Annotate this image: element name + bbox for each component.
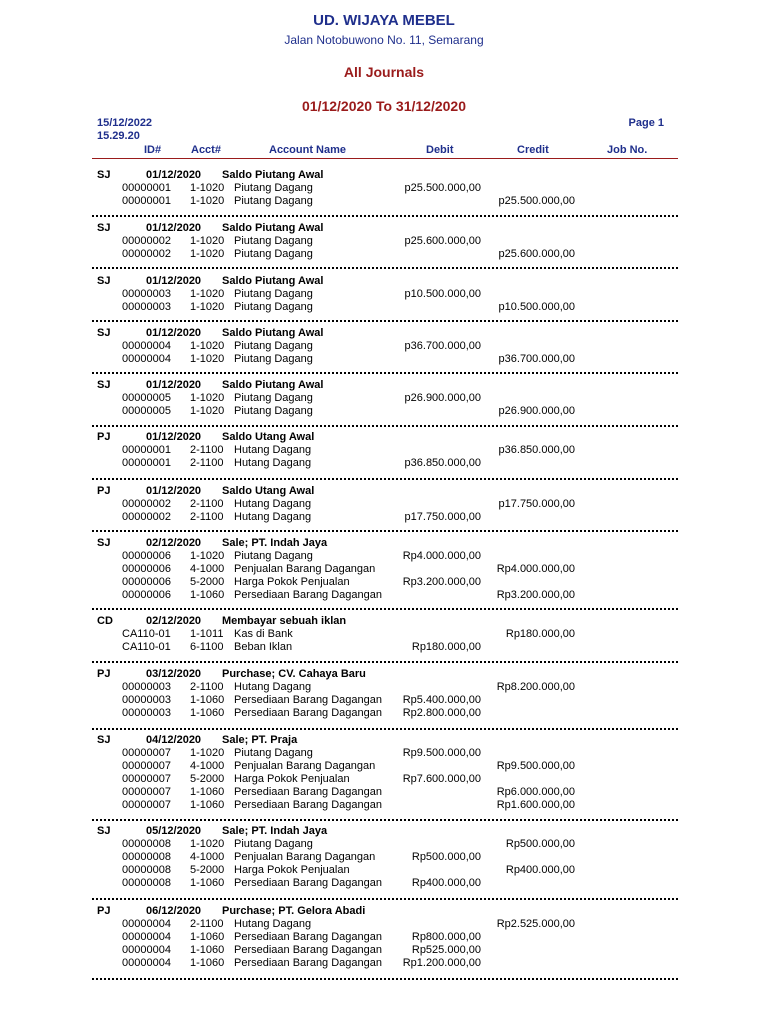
print-date: 15/12/2022 xyxy=(97,117,153,129)
line-debit: Rp5.400.000,00 xyxy=(402,694,481,706)
line-id: 00000003 xyxy=(122,707,171,719)
line-id: 00000007 xyxy=(122,799,171,811)
col-account-name: Account Name xyxy=(269,144,347,156)
line-credit: p26.900.000,00 xyxy=(498,405,575,417)
line-account-number: 2-1100 xyxy=(190,498,224,510)
journal-entry-header xyxy=(0,485,768,498)
journal-type: SJ xyxy=(97,169,111,181)
line-account-number: 4-1000 xyxy=(190,760,225,772)
line-account-name: Piutang Dagang xyxy=(234,301,313,313)
line-credit: Rp2.525.000,00 xyxy=(496,918,575,930)
line-id: 00000005 xyxy=(122,392,171,404)
journal-entry xyxy=(0,431,768,470)
journal-description: Saldo Piutang Awal xyxy=(222,169,324,181)
journal-description: Saldo Piutang Awal xyxy=(222,222,324,234)
line-id: 00000003 xyxy=(122,694,171,706)
line-id: 00000003 xyxy=(122,288,171,300)
line-account-number: 1-1020 xyxy=(190,182,225,194)
line-id: 00000008 xyxy=(122,877,171,889)
journal-entry xyxy=(0,668,768,720)
line-account-name: Kas di Bank xyxy=(234,628,293,640)
line-account-number: 1-1060 xyxy=(190,694,225,706)
journal-date: 02/12/2020 xyxy=(146,615,202,627)
entry-separator xyxy=(92,267,678,269)
journal-date: 01/12/2020 xyxy=(146,379,202,391)
col-job-no: Job No. xyxy=(607,144,648,156)
line-debit: Rp9.500.000,00 xyxy=(402,747,481,759)
journal-entry-header xyxy=(0,905,768,918)
line-id: 00000008 xyxy=(122,838,171,850)
entry-separator xyxy=(92,320,678,322)
journal-description: Saldo Piutang Awal xyxy=(222,275,324,287)
line-account-name: Piutang Dagang xyxy=(234,353,313,365)
line-account-name: Persediaan Barang Dagangan xyxy=(234,931,383,943)
line-account-name: Piutang Dagang xyxy=(234,288,313,300)
journal-entry xyxy=(0,379,768,418)
line-credit: Rp3.200.000,00 xyxy=(496,589,575,601)
entry-separator xyxy=(92,215,678,217)
line-id: 00000005 xyxy=(122,405,171,417)
line-account-name: Harga Pokok Penjualan xyxy=(234,773,350,785)
line-account-name: Piutang Dagang xyxy=(234,392,313,404)
entry-separator xyxy=(92,898,678,900)
line-account-number: 5-2000 xyxy=(190,773,225,785)
journal-line xyxy=(0,799,768,812)
line-id: 00000007 xyxy=(122,773,171,785)
journal-type: PJ xyxy=(97,668,111,680)
journal-line xyxy=(0,877,768,890)
line-account-number: 1-1020 xyxy=(190,747,225,759)
entry-separator xyxy=(92,372,678,374)
line-debit: p36.850.000,00 xyxy=(404,457,481,469)
journal-entry-header xyxy=(0,327,768,340)
line-account-number: 1-1060 xyxy=(190,707,225,719)
entry-separator xyxy=(92,478,678,480)
line-account-number: 1-1060 xyxy=(190,799,225,811)
line-id: 00000001 xyxy=(122,182,171,194)
journal-line xyxy=(0,707,768,720)
journal-line xyxy=(0,641,768,654)
journal-line xyxy=(0,405,768,418)
line-id: 00000004 xyxy=(122,340,171,352)
line-id: 00000008 xyxy=(122,851,171,863)
line-credit: Rp1.600.000,00 xyxy=(496,799,575,811)
journal-line xyxy=(0,195,768,208)
journal-type: SJ xyxy=(97,379,111,391)
entry-separator xyxy=(92,661,678,663)
journal-type: PJ xyxy=(97,431,111,443)
line-account-number: 5-2000 xyxy=(190,576,225,588)
report-title: All Journals xyxy=(343,64,425,80)
line-account-number: 1-1060 xyxy=(190,589,225,601)
journal-entry xyxy=(0,275,768,314)
journal-entry xyxy=(0,734,768,812)
journal-entry-header xyxy=(0,734,768,747)
line-account-number: 4-1000 xyxy=(190,851,225,863)
line-account-name: Piutang Dagang xyxy=(234,340,313,352)
line-account-name: Harga Pokok Penjualan xyxy=(234,864,350,876)
line-id: 00000008 xyxy=(122,864,171,876)
line-credit: Rp180.000,00 xyxy=(505,628,575,640)
col-debit: Debit xyxy=(426,144,454,156)
line-account-number: 1-1020 xyxy=(190,405,225,417)
journal-entry-header xyxy=(0,537,768,550)
line-id: CA110-01 xyxy=(122,641,171,653)
line-account-name: Persediaan Barang Dagangan xyxy=(234,786,383,798)
journal-line xyxy=(0,182,768,195)
journal-line xyxy=(0,864,768,877)
line-credit: Rp4.000.000,00 xyxy=(496,563,575,575)
line-account-name: Piutang Dagang xyxy=(234,235,313,247)
journal-description: Saldo Utang Awal xyxy=(222,431,315,443)
line-account-name: Hutang Dagang xyxy=(234,918,312,930)
line-account-name: Beban Iklan xyxy=(234,641,293,653)
line-account-name: Persediaan Barang Dagangan xyxy=(234,799,383,811)
line-account-number: 1-1060 xyxy=(190,944,225,956)
line-debit: Rp400.000,00 xyxy=(411,877,481,889)
line-credit: p25.600.000,00 xyxy=(498,248,575,260)
journal-entry-header xyxy=(0,379,768,392)
line-account-number: 1-1060 xyxy=(190,957,225,969)
line-account-number: 2-1100 xyxy=(190,681,224,693)
journal-line xyxy=(0,550,768,563)
journal-entry xyxy=(0,537,768,602)
line-id: 00000004 xyxy=(122,918,171,930)
line-account-number: 2-1100 xyxy=(190,457,224,469)
line-id: 00000002 xyxy=(122,248,171,260)
line-account-name: Hutang Dagang xyxy=(234,457,312,469)
line-account-number: 1-1060 xyxy=(190,877,225,889)
journal-entry xyxy=(0,825,768,890)
journal-line xyxy=(0,851,768,864)
journal-line xyxy=(0,457,768,470)
line-account-name: Persediaan Barang Dagangan xyxy=(234,957,383,969)
journal-type: PJ xyxy=(97,485,111,497)
line-debit: Rp800.000,00 xyxy=(411,931,481,943)
journal-entry-header xyxy=(0,222,768,235)
line-account-number: 2-1100 xyxy=(190,511,224,523)
line-account-number: 1-1020 xyxy=(190,838,225,850)
journal-date: 01/12/2020 xyxy=(146,275,202,287)
journal-line xyxy=(0,773,768,786)
journal-description: Sale; PT. Praja xyxy=(222,734,298,746)
journal-entry-header xyxy=(0,668,768,681)
line-debit: Rp180.000,00 xyxy=(411,641,481,653)
journal-entry xyxy=(0,485,768,524)
col-credit: Credit xyxy=(517,144,549,156)
line-id: 00000004 xyxy=(122,353,171,365)
journal-line xyxy=(0,235,768,248)
line-id: 00000006 xyxy=(122,550,171,562)
line-debit: Rp500.000,00 xyxy=(411,851,481,863)
line-id: 00000007 xyxy=(122,760,171,772)
journal-entry-header xyxy=(0,275,768,288)
journal-entry xyxy=(0,222,768,261)
line-id: 00000006 xyxy=(122,576,171,588)
line-id: 00000002 xyxy=(122,235,171,247)
line-account-number: 1-1020 xyxy=(190,235,225,247)
journal-type: CD xyxy=(97,615,113,627)
company-name: UD. WIJAYA MEBEL xyxy=(313,12,455,29)
line-account-number: 1-1020 xyxy=(190,301,225,313)
journal-entry xyxy=(0,169,768,208)
line-id: CA110-01 xyxy=(122,628,171,640)
line-debit: Rp3.200.000,00 xyxy=(402,576,481,588)
journal-line xyxy=(0,918,768,931)
journal-description: Purchase; CV. Cahaya Baru xyxy=(222,668,366,680)
journal-description: Sale; PT. Indah Jaya xyxy=(222,825,328,837)
line-debit: p36.700.000,00 xyxy=(404,340,481,352)
line-debit: Rp4.000.000,00 xyxy=(402,550,481,562)
line-account-name: Piutang Dagang xyxy=(234,248,313,260)
line-credit: Rp9.500.000,00 xyxy=(496,760,575,772)
line-account-name: Piutang Dagang xyxy=(234,550,313,562)
journal-entry-header xyxy=(0,825,768,838)
line-credit: Rp500.000,00 xyxy=(505,838,575,850)
line-debit: Rp525.000,00 xyxy=(411,944,481,956)
journal-date: 01/12/2020 xyxy=(146,222,202,234)
line-id: 00000001 xyxy=(122,195,171,207)
line-id: 00000007 xyxy=(122,747,171,759)
journal-line xyxy=(0,444,768,457)
line-id: 00000006 xyxy=(122,563,171,575)
journal-description: Saldo Piutang Awal xyxy=(222,379,324,391)
journal-date: 01/12/2020 xyxy=(146,485,202,497)
journal-line xyxy=(0,576,768,589)
journal-line xyxy=(0,760,768,773)
line-account-number: 1-1020 xyxy=(190,288,225,300)
line-id: 00000007 xyxy=(122,786,171,798)
journal-entry xyxy=(0,615,768,654)
line-account-number: 4-1000 xyxy=(190,563,225,575)
journal-line xyxy=(0,786,768,799)
journal-type: SJ xyxy=(97,222,111,234)
line-account-name: Penjualan Barang Dagangan xyxy=(234,851,376,863)
line-id: 00000006 xyxy=(122,589,171,601)
line-debit: p10.500.000,00 xyxy=(404,288,481,300)
line-id: 00000004 xyxy=(122,944,171,956)
line-account-number: 2-1100 xyxy=(190,918,224,930)
journal-entry-header xyxy=(0,615,768,628)
journal-type: SJ xyxy=(97,825,111,837)
col-acct: Acct# xyxy=(191,144,221,156)
journal-date: 01/12/2020 xyxy=(146,169,202,181)
entry-separator xyxy=(92,819,678,821)
line-credit: p10.500.000,00 xyxy=(498,301,575,313)
journal-type: SJ xyxy=(97,275,111,287)
line-account-number: 1-1020 xyxy=(190,195,225,207)
col-id: ID# xyxy=(144,144,162,156)
line-credit: p36.850.000,00 xyxy=(498,444,575,456)
company-address: Jalan Notobuwono No. 11, Semarang xyxy=(284,33,484,47)
line-account-name: Hutang Dagang xyxy=(234,444,312,456)
journal-date: 06/12/2020 xyxy=(146,905,202,917)
journal-line xyxy=(0,628,768,641)
line-account-name: Piutang Dagang xyxy=(234,838,313,850)
line-account-name: Piutang Dagang xyxy=(234,405,313,417)
journal-line xyxy=(0,694,768,707)
entry-separator xyxy=(92,978,678,980)
line-account-name: Piutang Dagang xyxy=(234,182,313,194)
header-rule xyxy=(92,158,678,159)
line-account-name: Persediaan Barang Dagangan xyxy=(234,944,383,956)
line-account-number: 1-1020 xyxy=(190,353,225,365)
line-id: 00000001 xyxy=(122,457,171,469)
entry-separator xyxy=(92,425,678,427)
journal-entry-header xyxy=(0,431,768,444)
line-account-number: 5-2000 xyxy=(190,864,225,876)
journal-description: Membayar sebuah iklan xyxy=(222,615,347,627)
line-account-name: Hutang Dagang xyxy=(234,681,312,693)
entry-separator xyxy=(92,728,678,730)
line-account-name: Persediaan Barang Dagangan xyxy=(234,707,383,719)
report-period: 01/12/2020 To 31/12/2020 xyxy=(302,98,466,114)
line-account-number: 1-1060 xyxy=(190,786,225,798)
entry-separator xyxy=(92,530,678,532)
line-account-number: 6-1100 xyxy=(190,641,224,653)
line-account-number: 1-1020 xyxy=(190,550,225,562)
line-credit: p36.700.000,00 xyxy=(498,353,575,365)
line-debit: p17.750.000,00 xyxy=(404,511,481,523)
line-account-name: Persediaan Barang Dagangan xyxy=(234,877,383,889)
journal-line xyxy=(0,353,768,366)
journal-entry xyxy=(0,327,768,366)
line-debit: p25.600.000,00 xyxy=(404,235,481,247)
journal-date: 01/12/2020 xyxy=(146,431,202,443)
line-account-name: Piutang Dagang xyxy=(234,747,313,759)
line-account-number: 1-1060 xyxy=(190,931,225,943)
journal-line xyxy=(0,838,768,851)
journal-line xyxy=(0,589,768,602)
entry-separator xyxy=(92,608,678,610)
journal-line xyxy=(0,563,768,576)
line-account-name: Persediaan Barang Dagangan xyxy=(234,589,383,601)
line-id: 00000002 xyxy=(122,511,171,523)
journal-description: Saldo Utang Awal xyxy=(222,485,315,497)
line-debit: Rp1.200.000,00 xyxy=(402,957,481,969)
line-account-number: 1-1011 xyxy=(190,628,224,640)
journal-line xyxy=(0,392,768,405)
journal-date: 05/12/2020 xyxy=(146,825,202,837)
journal-line xyxy=(0,288,768,301)
journal-line xyxy=(0,681,768,694)
line-account-name: Piutang Dagang xyxy=(234,195,313,207)
line-id: 00000003 xyxy=(122,681,171,693)
journal-date: 01/12/2020 xyxy=(146,327,202,339)
line-account-name: Hutang Dagang xyxy=(234,498,312,510)
page-number: Page 1 xyxy=(628,117,664,129)
journal-type: SJ xyxy=(97,537,111,549)
line-credit: p25.500.000,00 xyxy=(498,195,575,207)
line-debit: Rp2.800.000,00 xyxy=(402,707,481,719)
journal-line xyxy=(0,511,768,524)
journal-entry xyxy=(0,905,768,970)
line-debit: Rp7.600.000,00 xyxy=(402,773,481,785)
journal-line xyxy=(0,957,768,970)
line-account-number: 1-1020 xyxy=(190,340,225,352)
journal-date: 03/12/2020 xyxy=(146,668,202,680)
line-id: 00000004 xyxy=(122,931,171,943)
journal-description: Sale; PT. Indah Jaya xyxy=(222,537,328,549)
journal-description: Purchase; PT. Gelora Abadi xyxy=(222,905,366,917)
line-account-name: Hutang Dagang xyxy=(234,511,312,523)
journal-type: SJ xyxy=(97,734,111,746)
journal-date: 02/12/2020 xyxy=(146,537,202,549)
line-account-number: 1-1020 xyxy=(190,392,225,404)
journal-type: SJ xyxy=(97,327,111,339)
line-debit: p25.500.000,00 xyxy=(404,182,481,194)
print-time: 15.29.20 xyxy=(97,130,140,142)
journal-line xyxy=(0,747,768,760)
journal-entry-header xyxy=(0,169,768,182)
line-account-number: 2-1100 xyxy=(190,444,224,456)
line-credit: Rp6.000.000,00 xyxy=(496,786,575,798)
line-credit: Rp8.200.000,00 xyxy=(496,681,575,693)
line-account-name: Persediaan Barang Dagangan xyxy=(234,694,383,706)
journal-line xyxy=(0,931,768,944)
line-credit: Rp400.000,00 xyxy=(505,864,575,876)
line-account-name: Penjualan Barang Dagangan xyxy=(234,563,376,575)
journal-date: 04/12/2020 xyxy=(146,734,202,746)
line-account-number: 1-1020 xyxy=(190,248,225,260)
journal-description: Saldo Piutang Awal xyxy=(222,327,324,339)
journal-type: PJ xyxy=(97,905,111,917)
line-debit: p26.900.000,00 xyxy=(404,392,481,404)
line-id: 00000003 xyxy=(122,301,171,313)
line-account-name: Harga Pokok Penjualan xyxy=(234,576,350,588)
journal-line xyxy=(0,498,768,511)
line-id: 00000004 xyxy=(122,957,171,969)
line-account-name: Penjualan Barang Dagangan xyxy=(234,760,376,772)
line-credit: p17.750.000,00 xyxy=(498,498,575,510)
journal-line xyxy=(0,944,768,957)
journal-line xyxy=(0,248,768,261)
journal-line xyxy=(0,340,768,353)
line-id: 00000002 xyxy=(122,498,171,510)
line-id: 00000001 xyxy=(122,444,171,456)
journal-line xyxy=(0,301,768,314)
